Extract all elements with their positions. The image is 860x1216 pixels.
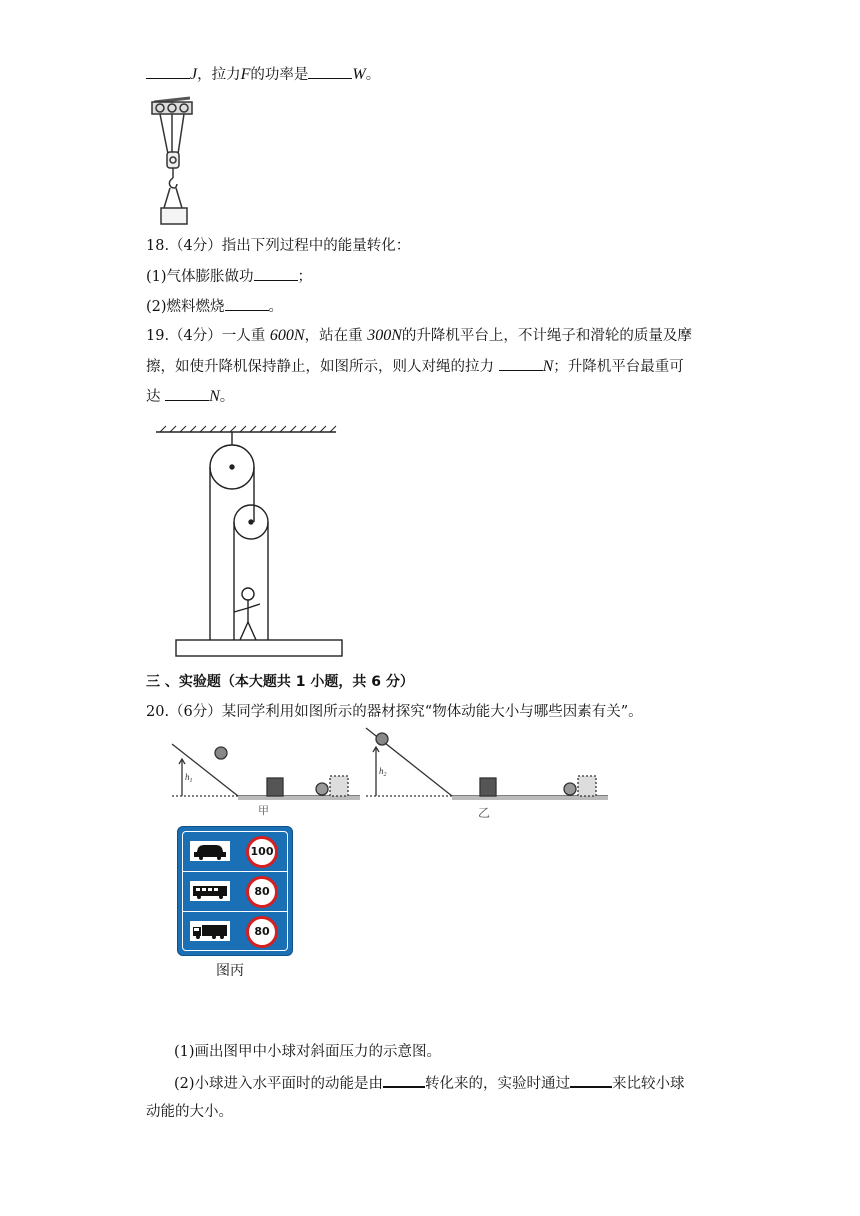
speed-circle: 80 (246, 876, 278, 908)
pulley-hook-figure (148, 94, 198, 228)
q19-line-1: 19.（4分）一人重 600N，站在重 300N的升降机平台上，不计绳子和滑轮的质量及摩 (146, 327, 692, 344)
figure-label-b: 乙 (478, 806, 491, 820)
q18-heading: 18.（4分）指出下列过程中的能量转化： (146, 238, 411, 254)
sign-row (182, 911, 288, 951)
answer-blank[interactable] (570, 1072, 612, 1088)
q19-line-2: 擦，如使升降机保持静止，如图所示，则人对绳的拉力 N；升降机平台最重可 (146, 358, 684, 375)
q18-item-1: (1)气体膨胀做功 ； (146, 266, 312, 287)
answer-blank[interactable] (225, 296, 269, 311)
answer-blank[interactable] (146, 64, 190, 79)
answer-blank[interactable] (499, 356, 543, 371)
q19-line-3: 达 N。 (146, 388, 235, 405)
elevator-pulley-figure (150, 424, 350, 664)
section-title: 三 、实验题（本大题共 1 小题，共 6 分） (146, 674, 414, 690)
truck-icon (190, 921, 230, 941)
sign-row (182, 831, 288, 872)
q18-item-2: (2)燃料燃烧 。 (146, 296, 283, 317)
h1-label: $h_1$ (185, 772, 193, 784)
h2-label: $h_2$ (379, 766, 387, 778)
q20-sub-2: (2)小球进入水平面时的动能是由 转化来的，实验时通过 来比较小球 (174, 1072, 685, 1094)
figure-label-c: 图丙 (216, 963, 244, 979)
answer-blank[interactable] (383, 1072, 425, 1088)
answer-blank[interactable] (308, 64, 352, 79)
bus-icon (190, 881, 230, 901)
q20-heading: 20.（6分）某同学利用如图所示的器材探究“物体动能大小与哪些因素有关”。 (146, 704, 643, 720)
speed-circle: 100 (246, 836, 278, 868)
speed-circle: 80 (246, 916, 278, 948)
q17-tail-line: J，拉力F的功率是 W。 (146, 64, 380, 85)
q20-sub-1: (1)画出图甲中小球对斜面压力的示意图。 (174, 1044, 442, 1060)
q20-sub-2-line-2: 动能的大小。 (146, 1104, 233, 1120)
answer-blank[interactable] (165, 386, 209, 401)
figure-label-a: 甲 (258, 804, 269, 817)
answer-blank[interactable] (254, 266, 298, 281)
car-icon (190, 841, 230, 861)
speed-limit-sign (177, 826, 293, 956)
sign-row (182, 871, 288, 912)
